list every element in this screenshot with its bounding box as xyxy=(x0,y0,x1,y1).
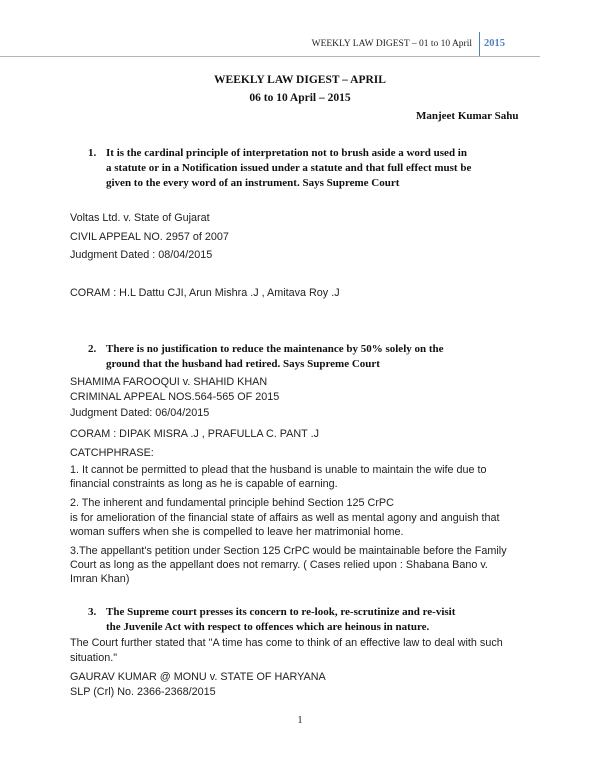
heading-line: ground that the husband had retired. Says Supreme Court xyxy=(106,358,380,370)
item-2-coram: CORAM : DIPAK MISRA .J , PRAFULLA C. PANT .J xyxy=(70,428,319,440)
running-header-year: 2015 xyxy=(484,38,505,49)
catchphrase-point-1: 1. It cannot be permitted to plead that the husband is unable to maintain the wife due to xyxy=(70,464,487,476)
heading-line: the Juvenile Act with respect to offences which are heinous in nature. xyxy=(106,621,430,633)
item-2-judgment-date: Judgment Dated: 06/04/2015 xyxy=(70,407,210,419)
heading-line: a statute or in a Notification issued under a statute and that full effect must be xyxy=(106,162,472,174)
catchphrase-point-2: is for amelioration of the financial state of affairs as well as mental agony and anguish that xyxy=(70,512,500,524)
heading-line: The Supreme court presses its concern to re-look, re-scrutinize and re-visit xyxy=(106,606,456,618)
running-header-title: WEEKLY LAW DIGEST – 01 to 10 April xyxy=(311,39,472,49)
catchphrase-point-3: Court as long as the appellant does not remarry. ( Cases relied upon : Shabana Bano v. xyxy=(70,559,488,571)
header-rule xyxy=(0,56,540,57)
item-1-case: Voltas Ltd. v. State of Gujarat xyxy=(70,212,210,224)
item-2-catchphrase-label: CATCHPHRASE: xyxy=(70,447,154,459)
header-separator xyxy=(479,32,480,56)
item-3-slp: SLP (Crl) No. 2366-2368/2015 xyxy=(70,686,216,698)
item-3-note: The Court further stated that "A time has come to think of an effective law to deal with such xyxy=(70,637,503,649)
item-number: 2. xyxy=(88,343,97,355)
heading-line: It is the cardinal principle of interpretation not to brush aside a word used in xyxy=(106,147,467,159)
heading-line: given to the every word of an instrument. Says Supreme Court xyxy=(106,177,400,189)
catchphrase-point-3: 3.The appellant's petition under Section 125 CrPC would be maintainable before the Family xyxy=(70,545,507,557)
page-number: 1 xyxy=(297,715,303,726)
catchphrase-point-1: financial constraints as long as he is capable of earning. xyxy=(70,478,338,490)
catchphrase-point-2: 2. The inherent and fundamental principle behind Section 125 CrPC xyxy=(70,497,394,509)
document-subtitle: 06 to 10 April – 2015 xyxy=(249,92,351,104)
document-title: WEEKLY LAW DIGEST – APRIL xyxy=(214,74,386,86)
item-3-note: situation." xyxy=(70,652,118,664)
item-number: 1. xyxy=(88,147,97,159)
item-1-coram: CORAM : H.L Dattu CJI, Arun Mishra .J , Amitava Roy .J xyxy=(70,287,340,299)
item-number: 3. xyxy=(88,606,97,618)
item-1-judgment-date: Judgment Dated : 08/04/2015 xyxy=(70,249,213,261)
catchphrase-point-2: woman suffers when she is compelled to leave her matrimonial home. xyxy=(70,526,404,538)
catchphrase-point-3: Imran Khan) xyxy=(70,573,130,585)
heading-line: There is no justification to reduce the maintenance by 50% solely on the xyxy=(106,343,444,355)
item-2-appeal: CRIMINAL APPEAL NOS.564-565 OF 2015 xyxy=(70,391,280,403)
item-1-appeal: CIVIL APPEAL NO. 2957 of 2007 xyxy=(70,231,229,243)
author-name: Manjeet Kumar Sahu xyxy=(416,110,519,122)
item-2-case: SHAMIMA FAROOQUI v. SHAHID KHAN xyxy=(70,376,268,388)
item-3-case: GAURAV KUMAR @ MONU v. STATE OF HARYANA xyxy=(70,671,326,683)
